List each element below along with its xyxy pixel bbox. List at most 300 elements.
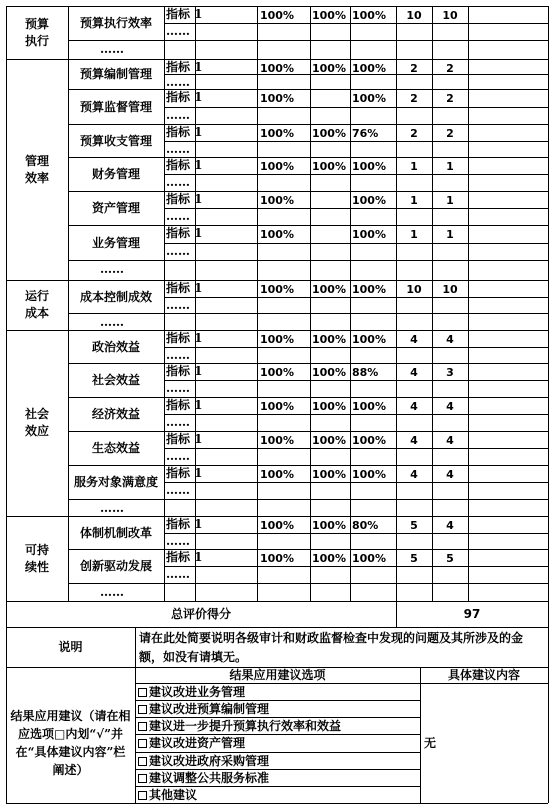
apply-option[interactable] [138,736,245,750]
actual-value-text: 100% [352,228,386,241]
score-value-text: 4 [446,519,454,532]
indicator-label-text: 指标 1 [166,466,203,480]
apply-label-text: 结果应用建议（请在相应选项□内划“√”并在“具体建议内容”栏阐述） [10,709,131,777]
indicator-ellipsis-text: …… [166,449,190,463]
subcategory-label-text: 业务管理 [91,235,140,250]
actual-value-text: 88% [352,366,379,379]
target-value [260,127,294,141]
score-value [432,366,468,380]
weight-value-text: 1 [410,194,418,207]
subcategory-label [68,397,164,431]
total-score-value-text: 97 [463,607,481,621]
table-rule [68,499,548,500]
annual-value-text: 100% [312,434,346,447]
actual-value-text: 100% [352,9,386,22]
score-value-text: 4 [446,468,454,481]
actual-value-text: 100% [352,552,386,565]
score-value [432,333,468,347]
annual-value-text: 100% [312,400,346,413]
indicator-label-text: 指标 1 [166,60,203,74]
subcategory-label [68,157,164,191]
apply-option[interactable] [138,754,269,768]
target-value [260,333,294,347]
indicator-ellipsis [166,415,226,429]
weight-value-text: 1 [410,160,418,173]
weight-value-text: 4 [410,468,418,481]
target-value [260,9,294,23]
table-rule [135,734,420,735]
subcategory-label-text: 创新驱动发展 [79,559,152,573]
annual-value [312,366,346,380]
checkbox-icon[interactable] [138,774,147,783]
checkbox-icon[interactable] [138,722,147,731]
table-column-rule [468,6,469,601]
apply-content-text: 无 [424,736,437,750]
row-ellipsis-text: …… [100,42,124,56]
apply-option[interactable] [138,702,269,716]
table-rule [135,700,420,701]
score-value-text: 1 [446,160,454,173]
subcategory-label-text: 成本控制成效 [79,289,152,304]
indicator-ellipsis [166,483,226,497]
subcategory-label-text: 预算执行效率 [79,16,152,30]
score-value-text: 4 [446,333,454,346]
indicator-ellipsis-text: …… [166,175,190,189]
apply-option[interactable] [138,719,341,733]
table-rule [135,769,420,770]
indicator-label-text: 指标 1 [166,398,203,412]
score-value [432,228,468,242]
actual-value [352,468,386,482]
apply-option-label: 其他建议 [149,788,198,802]
indicator-label-text: 指标 1 [166,281,203,295]
table-column-rule [164,6,165,601]
actual-value [352,92,386,106]
subcategory-label-text: 财务管理 [91,167,140,181]
annual-value [312,552,346,566]
apply-label [10,683,131,803]
subcategory-label [68,124,164,157]
indicator-ellipsis-text: …… [166,298,190,312]
target-value [260,468,294,482]
apply-content [424,683,544,803]
indicator-ellipsis-text: …… [166,534,190,548]
target-value-text: 100% [260,62,294,75]
score-value-text: 10 [442,9,458,22]
target-value [260,62,294,76]
row-ellipsis-text: …… [100,315,124,329]
category-label [6,59,68,280]
score-value [432,519,468,533]
actual-value [352,194,386,208]
row-ellipsis [100,42,160,56]
indicator-ellipsis [166,381,226,395]
target-value-text: 100% [260,9,294,22]
category-label-text: 社会效应 [24,407,49,438]
table-column-rule [548,601,549,803]
actual-value [352,552,386,566]
target-value-text: 100% [260,127,294,140]
indicator-label-text: 指标 1 [166,7,203,21]
indicator-ellipsis-text: …… [166,209,190,223]
actual-value-text: 100% [352,468,386,481]
actual-value-text: 100% [352,400,386,413]
score-value [432,434,468,448]
category-label [6,280,68,330]
apply-option-label: 建议改进业务管理 [149,685,246,699]
indicator-label [166,192,237,206]
indicator-label-text: 指标 1 [166,432,203,446]
subcategory-label [68,549,164,583]
apply-option[interactable] [138,788,197,802]
actual-value-text: 100% [352,160,386,173]
indicator-ellipsis-text: …… [166,75,190,89]
target-value-text: 100% [260,194,294,207]
weight-value-text: 1 [410,228,418,241]
score-value [432,468,468,482]
annual-value-text: 100% [312,9,346,22]
subcategory-label-text: 政治效益 [91,339,140,354]
subcategory-label [68,225,164,260]
category-label-text: 预算执行 [24,16,49,48]
score-value [432,127,468,141]
indicator-ellipsis [166,175,226,189]
note-text-text: 请在此处简要说明各级审计和财政监督检查中发现的问题及其所涉及的金额，如没有请填无。 [139,631,524,664]
table-column-rule [310,6,311,601]
score-value [432,9,468,23]
category-label-text: 管理效率 [24,153,49,185]
annual-value-text: 100% [312,62,346,75]
apply-option-label: 建议调整公共服务标准 [149,771,270,785]
weight-value [396,127,432,141]
annual-value [312,468,346,482]
score-value [432,92,468,106]
actual-value [352,127,378,141]
indicator-label [166,364,237,378]
annual-value [312,283,346,297]
target-value-text: 100% [260,92,294,105]
row-ellipsis-text: …… [100,501,124,515]
indicator-ellipsis-text: …… [166,348,190,362]
row-ellipsis [100,501,160,515]
weight-value-text: 10 [406,283,422,296]
target-value [260,194,294,208]
apply-option-label: 建议改进资产管理 [149,736,246,750]
target-value-text: 100% [260,400,294,413]
indicator-ellipsis [166,75,226,89]
note-label-text: 说明 [58,640,83,654]
weight-value-text: 4 [410,366,418,379]
score-value-text: 2 [446,92,454,105]
subcategory-label-text: 服务对象满意度 [74,475,159,489]
indicator-label [166,125,237,139]
target-value [260,160,294,174]
apply-option[interactable] [138,771,269,785]
indicator-ellipsis [166,348,226,362]
total-score-label [6,601,396,627]
score-value-text: 2 [446,127,454,140]
indicator-label-text: 指标 1 [166,331,203,345]
indicator-ellipsis-text: …… [166,244,190,258]
table-rule [135,752,420,753]
indicator-ellipsis [166,534,226,548]
table-rule [68,313,548,314]
table-rule [68,260,548,261]
annual-value-text: 100% [312,519,346,532]
target-value-text: 100% [260,552,294,565]
annual-value-text: 100% [312,552,346,565]
weight-value [396,160,432,174]
actual-value [352,160,386,174]
indicator-label [166,517,237,531]
indicator-label-text: 指标 1 [166,226,203,240]
category-label [6,330,68,516]
annual-value [312,62,346,76]
indicator-label [166,90,237,104]
annual-value-text: 100% [312,160,346,173]
indicator-ellipsis-text: …… [166,24,190,38]
indicator-label-text: 指标 1 [166,364,203,378]
score-value [432,194,468,208]
indicator-ellipsis [166,244,226,258]
target-value-text: 100% [260,366,294,379]
score-value-text: 2 [446,62,454,75]
score-value [432,160,468,174]
indicator-label [166,158,237,172]
target-value-text: 100% [260,283,294,296]
annual-value-text: 100% [312,468,346,481]
subcategory-label [68,89,164,124]
target-value [260,519,294,533]
score-value-text: 10 [442,283,458,296]
target-value [260,366,294,380]
indicator-ellipsis [166,142,226,156]
actual-value [352,333,386,347]
weight-value [396,434,432,448]
apply-option-label: 建议进一步提升预算执行效率和效益 [149,719,342,733]
actual-value [352,228,386,242]
total-score-value [396,601,548,627]
score-value [432,552,468,566]
target-value [260,283,294,297]
actual-value-text: 76% [352,127,379,140]
annual-value [312,519,346,533]
row-ellipsis-text: …… [100,585,124,599]
target-value-text: 100% [260,519,294,532]
indicator-label [166,331,237,345]
score-value-text: 1 [446,194,454,207]
indicator-label [166,281,237,295]
subcategory-label-text: 体制机制改革 [79,525,152,540]
row-ellipsis [100,585,160,599]
options-header-text: 结果应用建议选项 [229,668,326,682]
score-value [432,400,468,414]
target-value [260,434,294,448]
total-score-label-text: 总评价得分 [170,607,231,621]
indicator-label [166,432,237,446]
subcategory-label-text: 资产管理 [91,201,140,215]
annual-value [312,9,346,23]
actual-value [352,283,386,297]
actual-value [352,62,386,76]
actual-value-text: 80% [352,519,379,532]
checkbox-icon[interactable] [138,757,147,766]
weight-value [396,194,432,208]
actual-value [352,519,378,533]
checkbox-icon[interactable] [138,739,147,748]
weight-value [396,552,432,566]
note-text [139,628,544,668]
indicator-label-text: 指标 1 [166,550,203,564]
row-ellipsis-text: …… [100,262,124,276]
subcategory-label-text: 预算监督管理 [79,99,152,114]
category-label [6,516,68,601]
weight-value-text: 4 [410,434,418,447]
indicator-label-text: 指标 1 [166,158,203,172]
actual-value [352,366,378,380]
indicator-ellipsis-text: …… [166,381,190,395]
target-value-text: 100% [260,333,294,346]
subcategory-label-text: 社会效益 [91,373,140,387]
indicator-label [166,398,237,412]
subcategory-label-text: 预算编制管理 [79,67,152,81]
weight-value [396,468,432,482]
row-ellipsis [100,315,160,329]
category-label-text: 可持续性 [24,542,49,574]
subcategory-label-text: 生态效益 [91,441,140,455]
table-rule [135,717,420,718]
weight-value [396,9,432,23]
annual-value-text: 100% [312,333,346,346]
indicator-ellipsis [166,298,226,312]
indicator-ellipsis [166,108,226,122]
weight-value [396,333,432,347]
table-column-rule [135,627,136,803]
subcategory-label [68,465,164,499]
actual-value [352,9,386,23]
indicator-ellipsis-text: …… [166,142,190,156]
content-header [420,667,548,683]
weight-value [396,519,432,533]
subcategory-label [68,280,164,313]
actual-value [352,400,386,414]
table-rule [68,40,548,41]
score-value [432,62,468,76]
annual-value-text: 100% [312,283,346,296]
annual-value [312,333,346,347]
apply-option-label: 建议改进预算编制管理 [149,702,270,716]
actual-value-text: 100% [352,194,386,207]
subcategory-label-text: 经济效益 [91,407,140,421]
weight-value-text: 2 [410,127,418,140]
indicator-label [166,226,237,240]
table-column-rule [420,667,421,803]
table-rule [6,803,548,804]
actual-value-text: 100% [352,283,386,296]
weight-value-text: 10 [406,9,422,22]
weight-value-text: 5 [410,519,418,532]
content-header-text: 具体建议内容 [447,668,520,682]
indicator-label [166,60,237,74]
annual-value [312,400,346,414]
indicator-ellipsis [166,567,226,581]
indicator-ellipsis-text: …… [166,567,190,581]
weight-value-text: 4 [410,333,418,346]
subcategory-label [68,191,164,225]
subcategory-label [68,363,164,397]
weight-value-text: 4 [410,400,418,413]
annual-value [312,434,346,448]
indicator-label-text: 指标 1 [166,517,203,531]
options-header [135,667,420,683]
subcategory-label [68,59,164,89]
score-value-text: 3 [446,366,454,379]
actual-value-text: 100% [352,62,386,75]
apply-option[interactable] [138,685,245,699]
target-value [260,400,294,414]
weight-value [396,400,432,414]
checkbox-icon[interactable] [138,688,147,697]
indicator-label [166,466,237,480]
weight-value [396,283,432,297]
weight-value-text: 5 [410,552,418,565]
table-column-rule [350,6,351,601]
indicator-label [166,7,237,21]
target-value [260,92,294,106]
indicator-ellipsis [166,24,226,38]
row-ellipsis [100,262,160,276]
table-column-rule [548,6,549,601]
target-value [260,228,294,242]
score-value-text: 5 [446,552,454,565]
category-label-text: 运行成本 [24,289,49,320]
indicator-ellipsis [166,449,226,463]
target-value-text: 100% [260,434,294,447]
target-value-text: 100% [260,160,294,173]
annual-value-text: 100% [312,366,346,379]
weight-value [396,228,432,242]
subcategory-label [68,431,164,465]
indicator-label-text: 指标 1 [166,90,203,104]
table-rule [68,583,548,584]
subcategory-label [68,516,164,549]
score-value [432,283,468,297]
checkbox-icon[interactable] [138,791,147,800]
table-column-rule [257,6,258,601]
indicator-ellipsis-text: …… [166,108,190,122]
weight-value [396,92,432,106]
score-value-text: 1 [446,228,454,241]
actual-value [352,434,386,448]
score-value-text: 4 [446,400,454,413]
category-label [6,6,68,59]
indicator-label [166,550,237,564]
target-value-text: 100% [260,468,294,481]
subcategory-label-text: 预算收支管理 [79,133,152,148]
indicator-ellipsis-text: …… [166,483,190,497]
score-value-text: 4 [446,434,454,447]
actual-value-text: 100% [352,434,386,447]
indicator-label-text: 指标 1 [166,125,203,139]
weight-value [396,62,432,76]
indicator-label-text: 指标 1 [166,192,203,206]
weight-value [396,366,432,380]
indicator-ellipsis [166,209,226,223]
checkbox-icon[interactable] [138,705,147,714]
annual-value-text: 100% [312,127,346,140]
target-value [260,552,294,566]
actual-value-text: 100% [352,333,386,346]
